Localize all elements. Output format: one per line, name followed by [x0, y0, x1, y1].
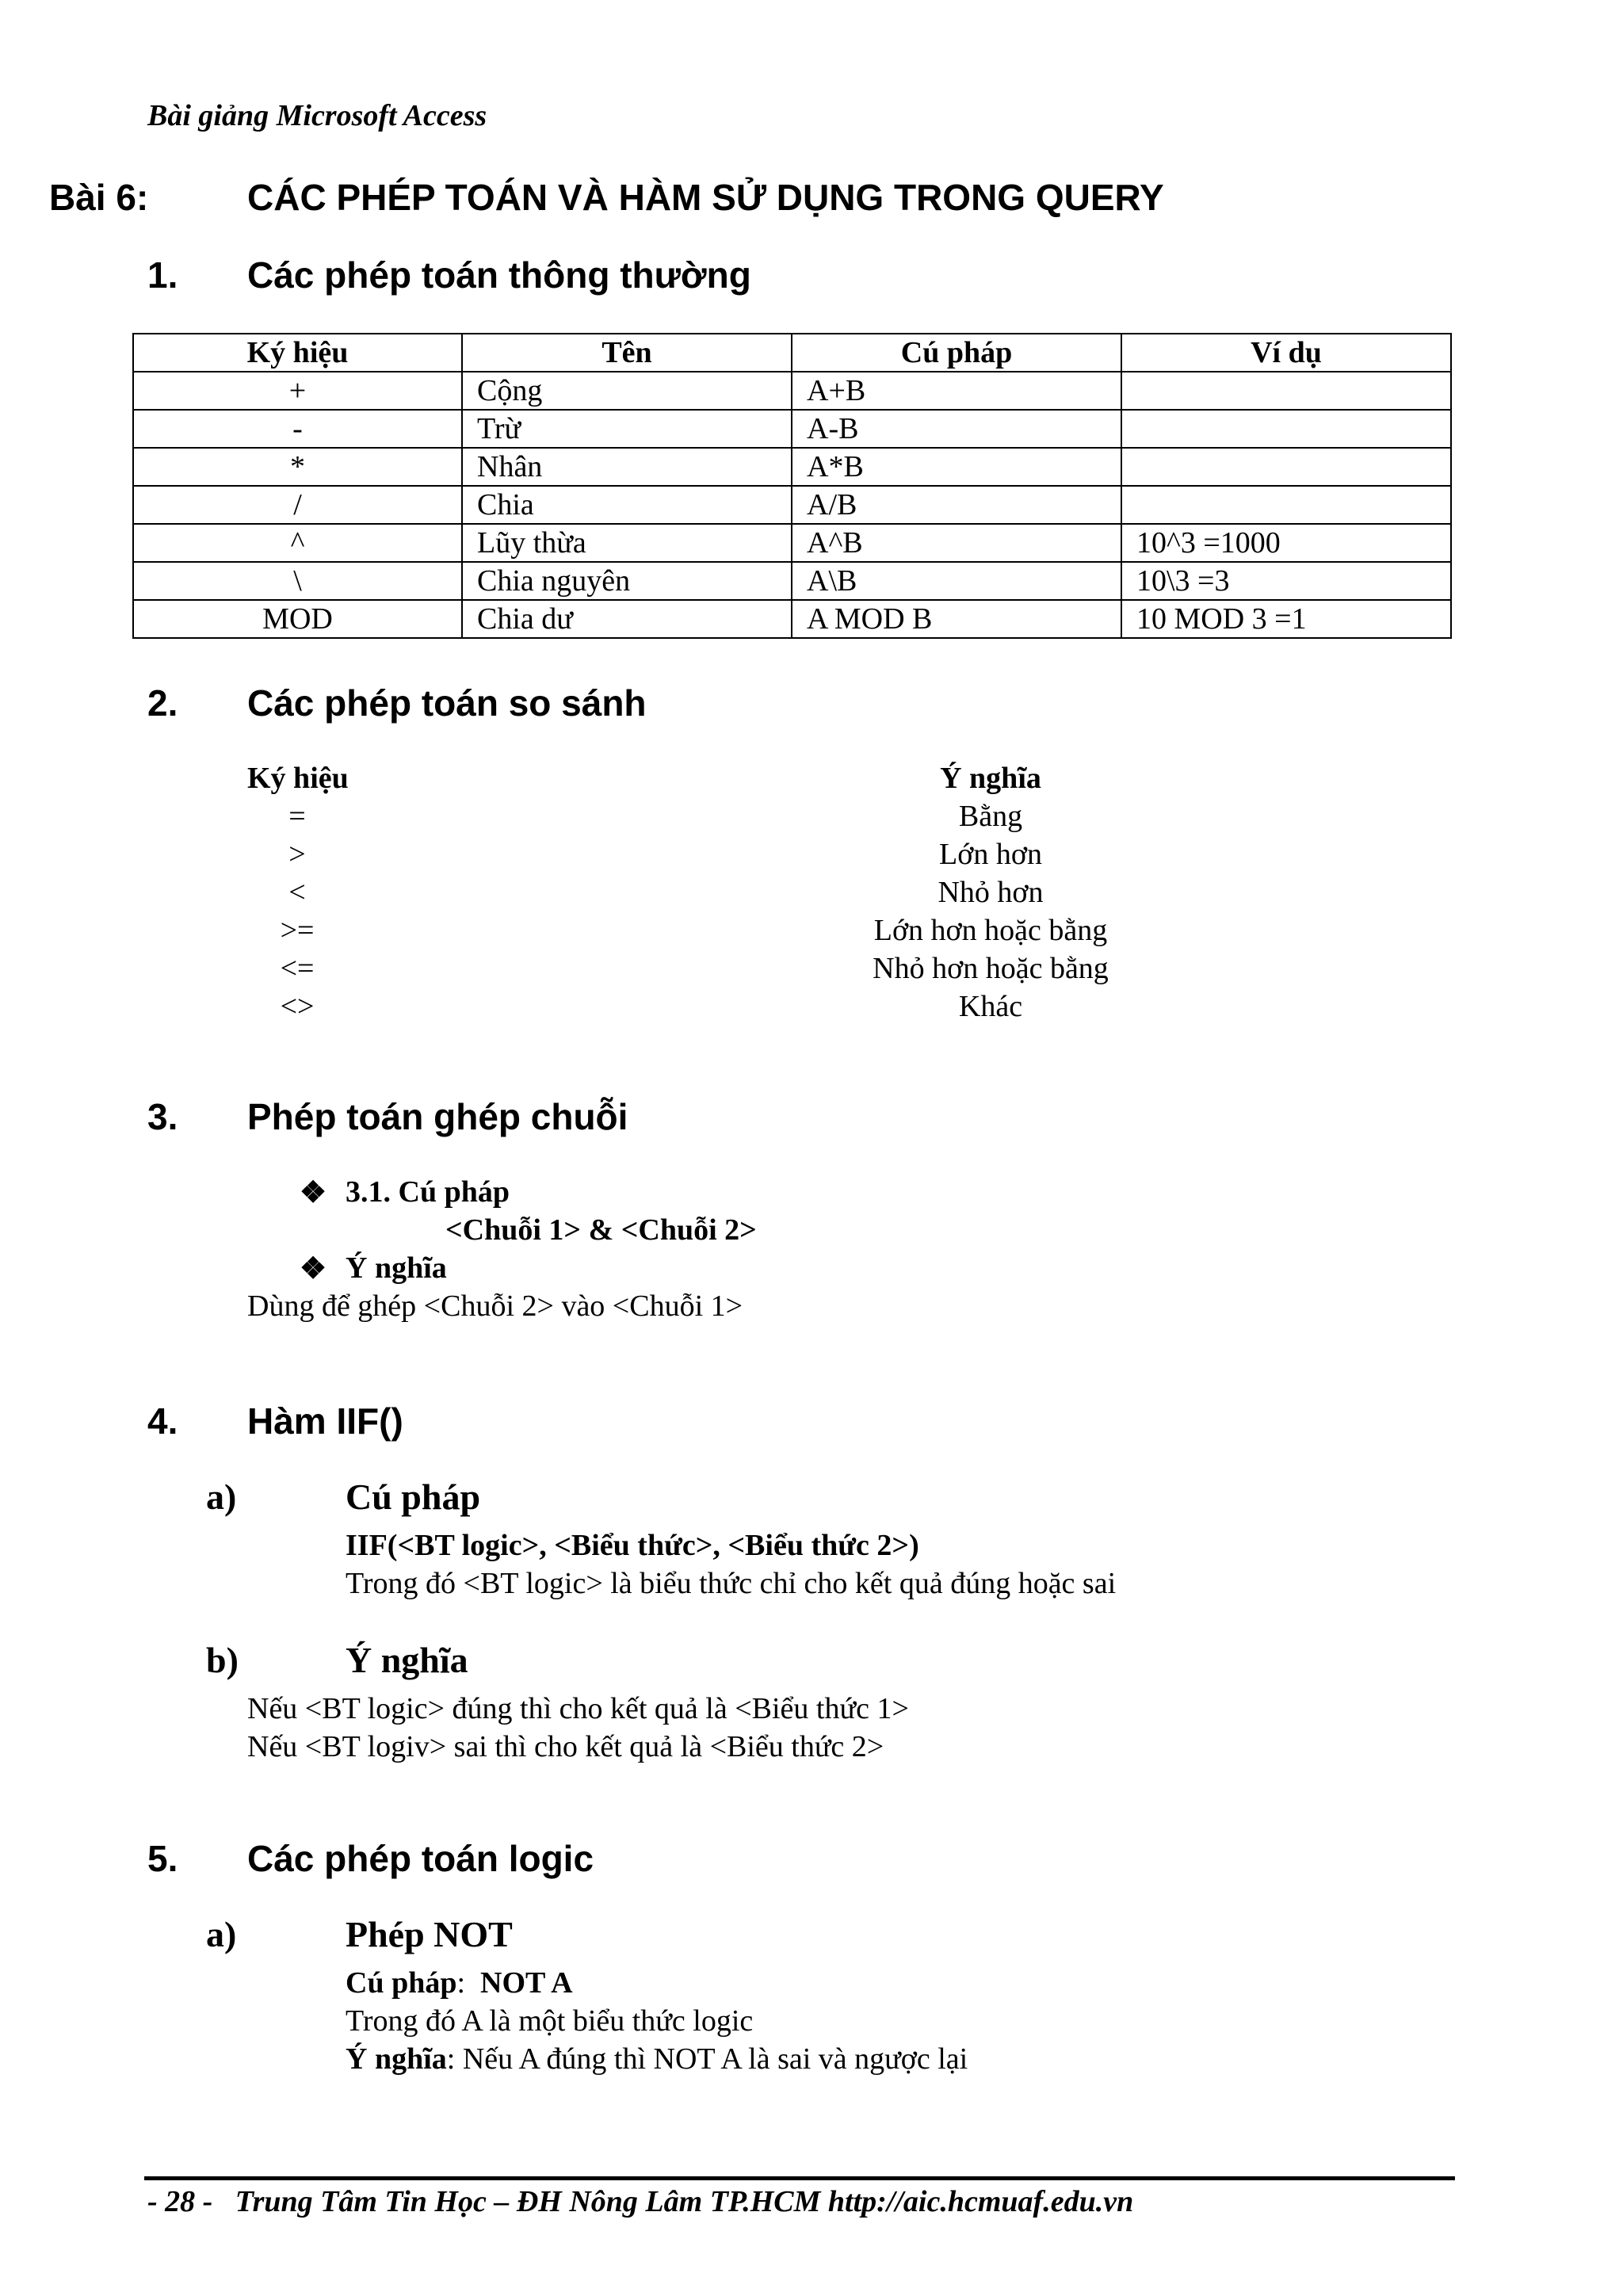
table-header-cell: Ký hiệu [133, 334, 462, 372]
lesson-label: Bài 6: [49, 177, 149, 218]
table-cell: Cộng [462, 372, 792, 410]
subsection-title: Phép NOT [346, 1914, 513, 1954]
concat-syntax: <Chuỗi 1> & <Chuỗi 2> [445, 1213, 757, 1247]
section-number: 3. [147, 1096, 178, 1137]
table-cell: * [133, 448, 462, 486]
table-row [133, 372, 1451, 410]
table-cell: MOD [133, 600, 462, 638]
not-syntax-label: Cú pháp [346, 1966, 457, 2000]
subsection-label: b) [206, 1640, 239, 1680]
not-meaning-label: Ý nghĩa [346, 2042, 447, 2076]
table-row [133, 600, 1451, 638]
iif-syntax-note: Trong đó <BT logic> là biểu thức chỉ cho kết quả đúng hoặc sai [346, 1567, 1117, 1600]
table-row [133, 562, 1451, 600]
table-cell: \ [133, 562, 462, 600]
section-number: 4. [147, 1400, 178, 1442]
table-cell: Chia nguyên [462, 562, 792, 600]
iif-meaning-line: Nếu <BT logic> đúng thì cho kết quả là <Biểu thức 1> [247, 1692, 909, 1725]
not-syntax-line: Cú pháp: NOT A [346, 1966, 573, 2000]
table-cell: A\B [792, 562, 1121, 600]
table-cell: - [133, 410, 462, 448]
subsection-label: a) [206, 1914, 237, 1954]
table-row [133, 448, 1451, 486]
compare-symbol: > [288, 838, 306, 871]
table-row [133, 486, 1451, 524]
footer-divider [144, 2176, 1455, 2180]
table-cell: Nhân [462, 448, 792, 486]
section-number: 2. [147, 682, 178, 724]
table-cell: ^ [133, 524, 462, 562]
diamond-bullet-icon: ❖ [300, 1252, 327, 1286]
not-meaning-line: Ý nghĩa: Nếu A đúng thì NOT A là sai và ngược lại [346, 2042, 968, 2076]
compare-symbol: <> [280, 990, 315, 1023]
table-cell: A-B [792, 410, 1121, 448]
table-cell: Chia [462, 486, 792, 524]
table-header-cell: Ví dụ [1121, 334, 1451, 372]
operators-table [132, 333, 1452, 639]
table-cell: + [133, 372, 462, 410]
compare-header-symbol: Ký hiệu [247, 762, 349, 795]
concat-meaning: Dùng để ghép <Chuỗi 2> vào <Chuỗi 1> [247, 1289, 743, 1323]
not-meaning: Nếu A đúng thì NOT A là sai và ngược lại [462, 2042, 968, 2076]
compare-meaning: Nhỏ hơn hoặc bằng [873, 952, 1109, 985]
table-row [133, 524, 1451, 562]
section-title: Phép toán ghép chuỗi [247, 1096, 628, 1137]
section-number: 1. [147, 254, 178, 296]
section-title: Các phép toán logic [247, 1838, 594, 1879]
table-row [133, 410, 1451, 448]
iif-meaning-line: Nếu <BT logiv> sai thì cho kết quả là <Biểu thức 2> [247, 1730, 884, 1763]
page-footer: - 28 - Trung Tâm Tin Học – ĐH Nông Lâm TP.HCM http://aic.hcmuaf.edu.vn [147, 2185, 1134, 2218]
subsection-title: Ý nghĩa [346, 1640, 468, 1680]
table-cell: 10\3 =3 [1121, 562, 1451, 600]
table-header-cell: Cú pháp [792, 334, 1121, 372]
not-note: Trong đó A là một biểu thức logic [346, 2004, 754, 2038]
concat-meaning-label: Ý nghĩa [346, 1251, 447, 1285]
table-cell: Trừ [462, 410, 792, 448]
table-cell [1121, 410, 1451, 448]
compare-meaning: Bằng [958, 800, 1023, 833]
section-title: Các phép toán thông thường [247, 254, 751, 296]
table-cell: / [133, 486, 462, 524]
compare-meaning: Nhỏ hơn [938, 876, 1044, 909]
not-syntax: NOT A [480, 1966, 573, 2000]
compare-symbol: <= [280, 952, 315, 985]
iif-syntax: IIF(<BT logic>, <Biểu thức>, <Biểu thức 2>) [346, 1529, 919, 1562]
compare-meaning: Lớn hơn [939, 838, 1042, 871]
table-cell: Chia dư [462, 600, 792, 638]
lesson-title: CÁC PHÉP TOÁN VÀ HÀM SỬ DỤNG TRONG QUERY [247, 177, 1164, 218]
diamond-bullet-icon: ❖ [300, 1176, 327, 1209]
table-cell [1121, 486, 1451, 524]
table-cell: A*B [792, 448, 1121, 486]
table-cell: A MOD B [792, 600, 1121, 638]
table-cell: 10^3 =1000 [1121, 524, 1451, 562]
compare-symbol: >= [280, 914, 315, 947]
table-header-cell: Tên [462, 334, 792, 372]
compare-meaning: Lớn hơn hoặc bằng [873, 914, 1108, 947]
table-cell [1121, 448, 1451, 486]
compare-meaning: Khác [958, 990, 1023, 1023]
subsection-title: Cú pháp [346, 1477, 481, 1517]
table-cell: 10 MOD 3 =1 [1121, 600, 1451, 638]
table-cell: Lũy thừa [462, 524, 792, 562]
document-header: Bài giảng Microsoft Access [147, 99, 487, 132]
table-header-row [133, 334, 1451, 372]
table-cell: A/B [792, 486, 1121, 524]
section-number: 5. [147, 1838, 178, 1879]
section-title: Các phép toán so sánh [247, 682, 647, 724]
table-cell: A^B [792, 524, 1121, 562]
subsection-label: a) [206, 1477, 237, 1517]
compare-symbol: = [288, 800, 306, 833]
concat-syntax-label: 3.1. Cú pháp [346, 1175, 510, 1209]
table-cell: A+B [792, 372, 1121, 410]
compare-header-meaning: Ý nghĩa [940, 762, 1041, 795]
section-title: Hàm IIF() [247, 1400, 403, 1442]
table-cell [1121, 372, 1451, 410]
compare-symbol: < [288, 876, 306, 909]
